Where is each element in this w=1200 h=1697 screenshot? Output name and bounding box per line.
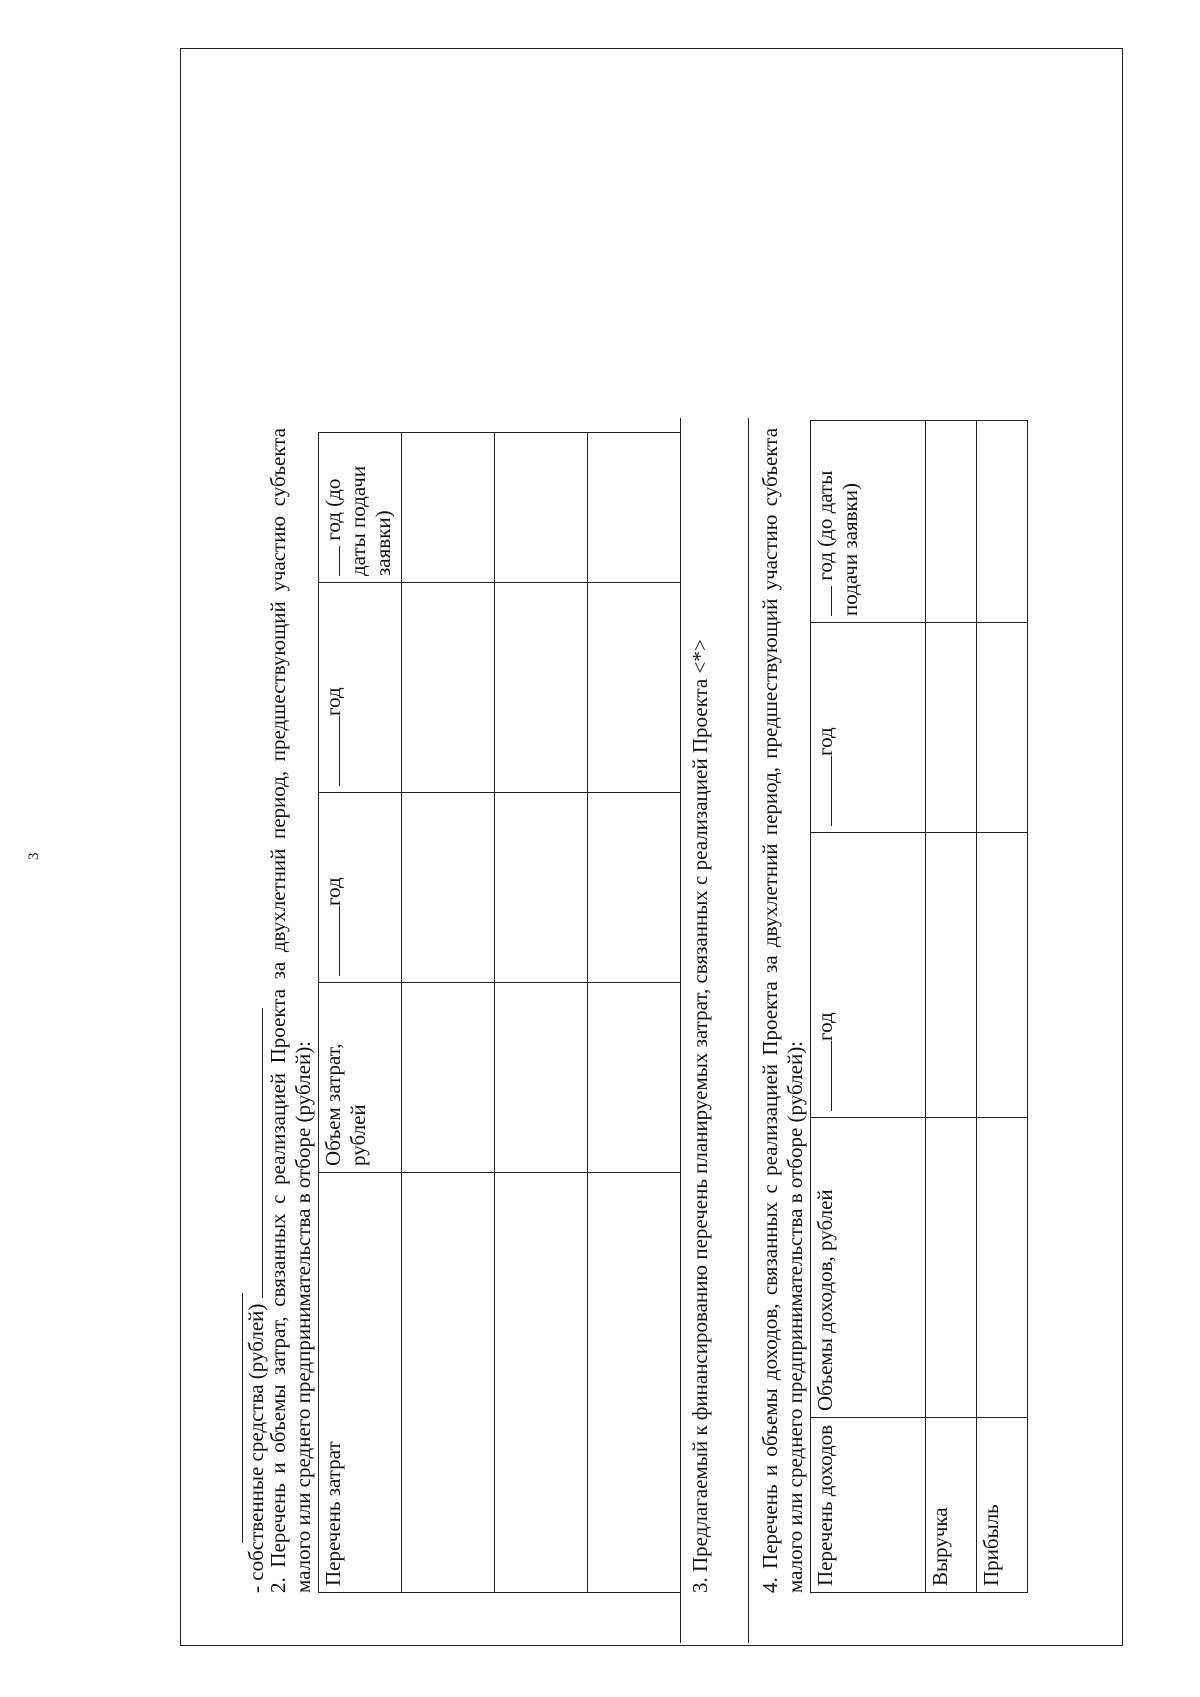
income-section [758, 427, 1003, 1593]
table-row [977, 421, 1028, 1593]
table-cell[interactable] [926, 421, 977, 623]
income-header-year3: год (до даты подачи заявки) [811, 421, 926, 623]
costs-header-list: Перечень затрат [319, 1173, 402, 1593]
income-header-list: Перечень доходов [811, 1418, 926, 1593]
table-cell[interactable] [588, 983, 681, 1173]
costs-header-year1: год [319, 793, 402, 983]
income-heading [758, 428, 808, 1593]
planned-costs-section [688, 428, 713, 1593]
table-cell[interactable] [926, 833, 977, 1118]
income-row-label-revenue: Выручка [926, 1418, 977, 1593]
table-cell[interactable] [588, 793, 681, 983]
costs-table [318, 432, 681, 1593]
table-cell[interactable] [495, 983, 588, 1173]
costs-header-volume: Объем затрат, рублей [319, 983, 402, 1173]
table-cell[interactable] [588, 1173, 681, 1593]
rotated-form-content [182, 418, 1118, 1643]
income-header-year1: год [811, 833, 926, 1118]
table-row [402, 433, 495, 1593]
table-cell[interactable] [977, 421, 1028, 623]
costs-heading-part1: 2. Перечень и объемы затрат, связанных с реализацией Проекта за двухлетний период, [266, 770, 290, 1593]
income-heading-part1: 4. Перечень и объемы доходов, связанных с реализацией Проекта за двухлетний период, [758, 767, 782, 1593]
table-cell[interactable] [402, 433, 495, 583]
table-row [926, 421, 977, 1593]
table-cell[interactable] [402, 583, 495, 793]
costs-header-year3: год (до даты подачи заявки) [319, 433, 402, 583]
table-cell[interactable] [588, 583, 681, 793]
income-header-volume: Объемы доходов, рублей [811, 1118, 926, 1418]
table-cell[interactable] [402, 793, 495, 983]
table-cell[interactable] [977, 1118, 1028, 1418]
income-header-year2: год [811, 623, 926, 833]
table-cell[interactable] [588, 433, 681, 583]
planned-costs-heading: 3. Предлагаемый к финансированию перечень планируемых затрат, связанных с реализацией Проекта <*> [688, 639, 712, 1593]
costs-section [266, 428, 396, 1593]
table-cell[interactable] [402, 1173, 495, 1593]
table-cell[interactable] [495, 433, 588, 583]
costs-heading-part2: предшествующий участию субъекта малого или среднего предпринимательства в отборе (рублей): [266, 428, 316, 1593]
table-cell[interactable] [402, 983, 495, 1173]
own-funds-label: - собственные средства (рублей) [244, 1303, 268, 1593]
costs-table-header-row [319, 433, 402, 1593]
table-cell[interactable] [495, 583, 588, 793]
section-divider [748, 418, 749, 1643]
table-row [495, 433, 588, 1593]
income-table-header-row [811, 421, 926, 1593]
income-table [810, 420, 1028, 1593]
income-row-label-profit: Прибыль [977, 1418, 1028, 1593]
section-divider [680, 418, 681, 1643]
table-cell[interactable] [926, 1118, 977, 1418]
income-heading-part2: предшествующий участию субъекта малого или среднего предпринимательства в отборе (рублей): [758, 427, 808, 1593]
table-cell[interactable] [977, 623, 1028, 833]
table-cell[interactable] [926, 623, 977, 833]
table-cell[interactable] [495, 793, 588, 983]
table-cell[interactable] [977, 833, 1028, 1118]
table-row [588, 433, 681, 1593]
costs-heading [266, 428, 316, 1593]
table-cell[interactable] [495, 1173, 588, 1593]
own-funds-blank[interactable] [244, 1008, 263, 1298]
divider-line [242, 1293, 243, 1543]
page-number: 3 [26, 852, 42, 860]
costs-header-year2: год [319, 583, 402, 793]
